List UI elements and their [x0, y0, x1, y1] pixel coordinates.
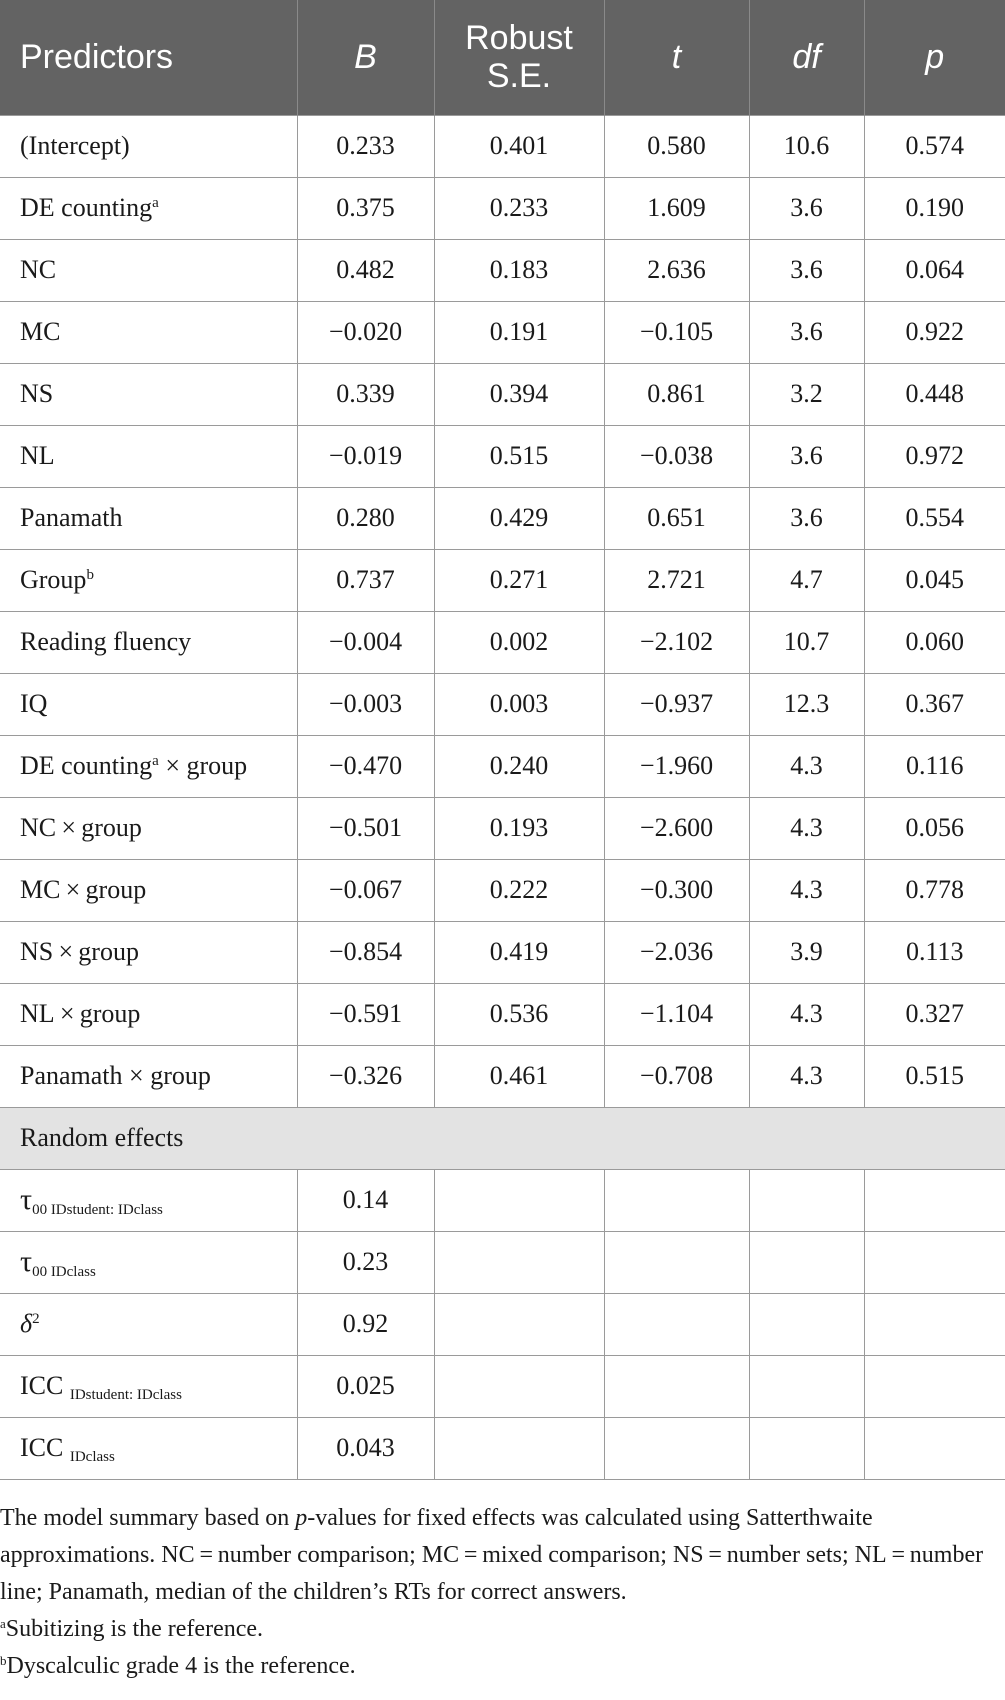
cell-t: −0.105 — [604, 301, 749, 363]
table-row — [0, 673, 1005, 735]
random-effect-label-cell — [0, 1293, 297, 1355]
cell-df: 3.6 — [749, 487, 864, 549]
cell-b: −0.019 — [297, 425, 434, 487]
cell-p: 0.056 — [864, 797, 1005, 859]
predictor-label: MC × group — [20, 875, 147, 904]
cell-se: 0.003 — [434, 673, 604, 735]
cell-p: 0.448 — [864, 363, 1005, 425]
cell-p: 0.113 — [864, 921, 1005, 983]
cell-df: 3.6 — [749, 239, 864, 301]
cell-df: 4.3 — [749, 1045, 864, 1107]
cell-t: 2.721 — [604, 549, 749, 611]
header-robust-se — [434, 0, 604, 115]
empty-cell — [864, 1231, 1005, 1293]
table-row — [0, 1045, 1005, 1107]
table-row — [0, 983, 1005, 1045]
random-effects-section-row — [0, 1107, 1005, 1169]
footnote-a-text: Subitizing is the reference. — [5, 1615, 264, 1642]
cell-b: −0.004 — [297, 611, 434, 673]
random-effect-symbol: τ — [20, 1245, 33, 1278]
footnote-b-mark: b — [0, 1652, 7, 1668]
cell-se: 0.271 — [434, 549, 604, 611]
table-notes — [0, 1480, 1005, 1685]
predictor-cell — [0, 549, 297, 611]
empty-cell — [434, 1169, 604, 1231]
random-effect-symbol: δ — [20, 1309, 33, 1338]
empty-cell — [604, 1169, 749, 1231]
random-effect-value: 0.025 — [297, 1355, 434, 1417]
predictor-cell — [0, 797, 297, 859]
predictor-label: (Intercept) — [20, 131, 130, 160]
cell-p: 0.515 — [864, 1045, 1005, 1107]
cell-df: 4.3 — [749, 859, 864, 921]
random-effect-label-cell — [0, 1355, 297, 1417]
random-effect-label-cell — [0, 1231, 297, 1293]
predictor-label: NC — [20, 255, 57, 284]
cell-b: 0.482 — [297, 239, 434, 301]
table-row — [0, 425, 1005, 487]
predictor-label: NS × group — [20, 937, 139, 966]
table-row — [0, 611, 1005, 673]
random-effect-label-cell — [0, 1169, 297, 1231]
header-df: df — [749, 0, 864, 115]
cell-se: 0.222 — [434, 859, 604, 921]
table-row — [0, 301, 1005, 363]
cell-p: 0.327 — [864, 983, 1005, 1045]
cell-t: −2.600 — [604, 797, 749, 859]
note-main-post: -values for fixed effects was calculated using Satterthwaite approximations. NC = number comparison; MC = mixed comparison; NS = number sets; NL = number line; Panamath, median of the children’s RTs for correct answers. — [0, 1504, 984, 1605]
predictor-cell — [0, 425, 297, 487]
cell-p: 0.064 — [864, 239, 1005, 301]
predictor-cell — [0, 177, 297, 239]
predictor-cell — [0, 921, 297, 983]
random-effect-superscript: 2 — [32, 1311, 40, 1327]
empty-cell — [604, 1417, 749, 1479]
header-b: B — [297, 0, 434, 115]
predictor-footnote-mark: b — [86, 567, 94, 583]
note-main-pre: The model summary based on — [0, 1504, 296, 1531]
cell-t: 0.861 — [604, 363, 749, 425]
empty-cell — [434, 1417, 604, 1479]
predictor-cell — [0, 239, 297, 301]
cell-df: 4.3 — [749, 983, 864, 1045]
table-body — [0, 115, 1005, 1479]
cell-b: 0.339 — [297, 363, 434, 425]
cell-p: 0.060 — [864, 611, 1005, 673]
table-row — [0, 549, 1005, 611]
cell-t: −0.300 — [604, 859, 749, 921]
header-se-line2: S.E. — [486, 57, 552, 96]
table-row — [0, 797, 1005, 859]
predictor-label: MC — [20, 317, 61, 346]
cell-t: 0.580 — [604, 115, 749, 177]
random-effects-heading: Random effects — [0, 1107, 1005, 1169]
cell-se: 0.429 — [434, 487, 604, 549]
cell-t: 2.636 — [604, 239, 749, 301]
table-header — [0, 0, 1005, 115]
random-effect-symbol: ICC — [20, 1371, 64, 1400]
cell-p: 0.574 — [864, 115, 1005, 177]
footnote-a-mark: a — [0, 1615, 6, 1631]
predictor-cell — [0, 487, 297, 549]
predictor-footnote-mark: a — [152, 195, 159, 211]
cell-se: 0.461 — [434, 1045, 604, 1107]
footnote-b-text: Dyscalculic grade 4 is the reference. — [6, 1652, 356, 1679]
table-row — [0, 735, 1005, 797]
cell-se: 0.394 — [434, 363, 604, 425]
predictor-label: Panamath × group — [20, 1061, 211, 1090]
predictor-cell — [0, 735, 297, 797]
cell-p: 0.045 — [864, 549, 1005, 611]
empty-cell — [864, 1169, 1005, 1231]
cell-p: 0.190 — [864, 177, 1005, 239]
cell-b: −0.003 — [297, 673, 434, 735]
cell-se: 0.191 — [434, 301, 604, 363]
cell-p: 0.972 — [864, 425, 1005, 487]
header-p: p — [925, 38, 945, 77]
cell-df: 3.2 — [749, 363, 864, 425]
cell-p: 0.367 — [864, 673, 1005, 735]
cell-p: 0.778 — [864, 859, 1005, 921]
random-effect-row — [0, 1169, 1005, 1231]
cell-t: −2.102 — [604, 611, 749, 673]
footnote-b — [0, 1648, 991, 1685]
cell-b: −0.591 — [297, 983, 434, 1045]
cell-se: 0.002 — [434, 611, 604, 673]
cell-df: 3.6 — [749, 425, 864, 487]
table-row — [0, 363, 1005, 425]
predictor-label: Panamath — [20, 503, 123, 532]
cell-t: −0.708 — [604, 1045, 749, 1107]
random-effect-value: 0.14 — [297, 1169, 434, 1231]
cell-df: 3.6 — [749, 301, 864, 363]
cell-b: −0.067 — [297, 859, 434, 921]
random-effect-subscript: 00 IDstudent: IDclass — [32, 1202, 163, 1218]
cell-df: 4.3 — [749, 735, 864, 797]
cell-se: 0.419 — [434, 921, 604, 983]
empty-cell — [749, 1417, 864, 1479]
random-effect-subscript: IDclass — [69, 1449, 115, 1465]
random-effect-value: 0.043 — [297, 1417, 434, 1479]
cell-se: 0.536 — [434, 983, 604, 1045]
footnote-a — [0, 1611, 991, 1648]
empty-cell — [749, 1293, 864, 1355]
random-effect-subscript: IDstudent: IDclass — [69, 1387, 182, 1403]
cell-b: 0.233 — [297, 115, 434, 177]
random-effect-row — [0, 1355, 1005, 1417]
table-row — [0, 487, 1005, 549]
predictor-label: NC × group — [20, 813, 142, 842]
empty-cell — [434, 1355, 604, 1417]
table-row — [0, 115, 1005, 177]
cell-b: 0.375 — [297, 177, 434, 239]
empty-cell — [749, 1355, 864, 1417]
random-effect-value: 0.92 — [297, 1293, 434, 1355]
predictor-cell — [0, 363, 297, 425]
cell-b: −0.326 — [297, 1045, 434, 1107]
empty-cell — [434, 1231, 604, 1293]
cell-df: 4.3 — [749, 797, 864, 859]
empty-cell — [604, 1293, 749, 1355]
cell-t: 1.609 — [604, 177, 749, 239]
predictor-label: NL × group — [20, 999, 141, 1028]
header-row — [0, 0, 1005, 115]
cell-t: −1.960 — [604, 735, 749, 797]
table-row — [0, 921, 1005, 983]
empty-cell — [864, 1293, 1005, 1355]
header-se-line1: Robust — [465, 19, 573, 58]
cell-b: −0.020 — [297, 301, 434, 363]
predictor-cell — [0, 115, 297, 177]
cell-df: 3.6 — [749, 177, 864, 239]
cell-se: 0.401 — [434, 115, 604, 177]
empty-cell — [864, 1355, 1005, 1417]
cell-se: 0.240 — [434, 735, 604, 797]
predictor-cell — [0, 673, 297, 735]
cell-se: 0.193 — [434, 797, 604, 859]
predictor-cell — [0, 611, 297, 673]
random-effect-label-cell — [0, 1417, 297, 1479]
random-effect-value: 0.23 — [297, 1231, 434, 1293]
predictor-label: IQ — [20, 689, 48, 718]
predictor-cell — [0, 1045, 297, 1107]
cell-se: 0.233 — [434, 177, 604, 239]
cell-t: −0.038 — [604, 425, 749, 487]
table-row — [0, 859, 1005, 921]
table-row — [0, 239, 1005, 301]
cell-b: 0.280 — [297, 487, 434, 549]
note-main-italic: p — [295, 1504, 308, 1531]
cell-p: 0.554 — [864, 487, 1005, 549]
cell-p: 0.116 — [864, 735, 1005, 797]
cell-se: 0.515 — [434, 425, 604, 487]
note-main — [0, 1500, 991, 1611]
cell-df: 10.7 — [749, 611, 864, 673]
predictor-label: NL — [20, 441, 55, 470]
random-effect-symbol: τ — [20, 1183, 33, 1216]
cell-b: −0.470 — [297, 735, 434, 797]
predictor-cell — [0, 983, 297, 1045]
random-effect-row — [0, 1231, 1005, 1293]
empty-cell — [749, 1231, 864, 1293]
random-effect-subscript: 00 IDclass — [32, 1264, 96, 1280]
predictor-label: Group — [20, 565, 87, 594]
cell-t: −1.104 — [604, 983, 749, 1045]
empty-cell — [864, 1417, 1005, 1479]
header-t: t — [604, 0, 749, 115]
random-effect-row — [0, 1417, 1005, 1479]
random-effect-row — [0, 1293, 1005, 1355]
predictor-label: Reading fluency — [20, 627, 192, 656]
cell-se: 0.183 — [434, 239, 604, 301]
empty-cell — [604, 1231, 749, 1293]
cell-df: 10.6 — [749, 115, 864, 177]
predictor-cell — [0, 859, 297, 921]
cell-df: 12.3 — [749, 673, 864, 735]
cell-t: 0.651 — [604, 487, 749, 549]
cell-df: 4.7 — [749, 549, 864, 611]
empty-cell — [604, 1355, 749, 1417]
table-row — [0, 177, 1005, 239]
cell-df: 3.9 — [749, 921, 864, 983]
predictor-label: DE counting — [20, 751, 153, 780]
predictor-label: NS — [20, 379, 54, 408]
empty-cell — [749, 1169, 864, 1231]
header-predictors: Predictors — [0, 0, 297, 115]
cell-p: 0.922 — [864, 301, 1005, 363]
cell-t: −2.036 — [604, 921, 749, 983]
random-effect-symbol: ICC — [20, 1433, 64, 1462]
predictor-label: DE counting — [20, 193, 153, 222]
predictor-cell — [0, 301, 297, 363]
cell-b: −0.501 — [297, 797, 434, 859]
cell-t: −0.937 — [604, 673, 749, 735]
predictor-label-suffix: × group — [158, 751, 248, 780]
predictor-footnote-mark: a — [152, 753, 159, 769]
cell-b: −0.854 — [297, 921, 434, 983]
cell-b: 0.737 — [297, 549, 434, 611]
empty-cell — [434, 1293, 604, 1355]
